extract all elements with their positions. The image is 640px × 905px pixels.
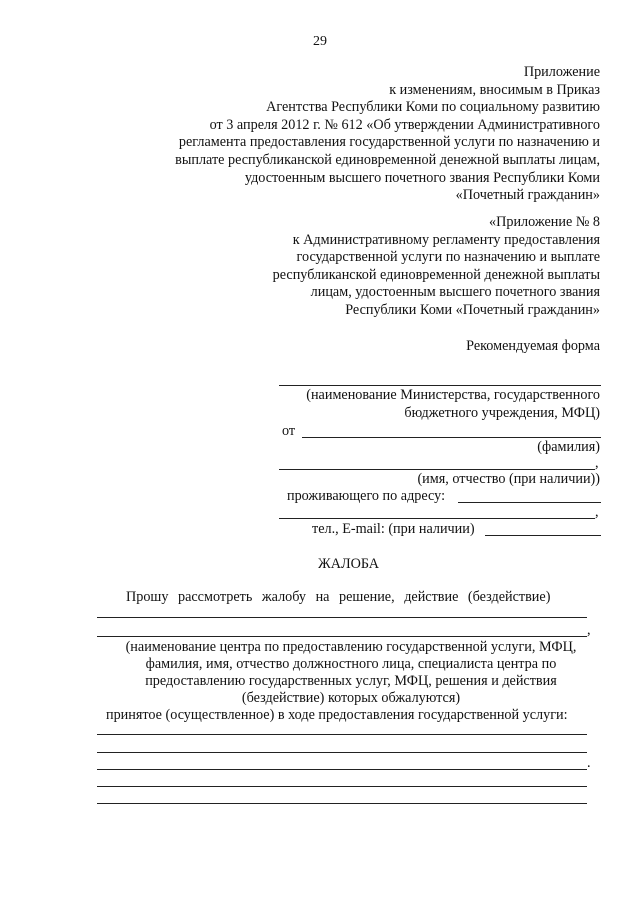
appendix-header-line: выплате республиканской единовременной денежной выплаты лицам, <box>175 151 600 168</box>
accepted-line: принятое (осуществленное) в ходе предоставления государственной услуги: <box>106 707 568 723</box>
appendix8-header <box>273 214 600 320</box>
address-line-2[interactable] <box>279 518 595 519</box>
name-caption: (имя, отчество (при наличии)) <box>417 471 600 487</box>
center-caption: фамилия, имя, отчество должностного лица, специалиста центра по <box>145 656 557 672</box>
appendix8-header-line: «Приложение № 8 <box>489 214 600 230</box>
appendix8-header-line: Республики Коми «Почетный гражданин» <box>345 301 600 318</box>
page-number: 29 <box>313 34 327 49</box>
phone-line[interactable] <box>485 535 601 536</box>
complaint-title: ЖАЛОБА <box>318 556 380 572</box>
comma: , <box>595 504 599 520</box>
appendix-header-line: регламента предоставления государственной услуги по назначению и <box>178 134 600 151</box>
answer-line[interactable] <box>97 786 587 787</box>
appendix-header-line: от 3 апреля 2012 г. № 612 «Об утверждении Административного <box>209 116 600 133</box>
complaint-line[interactable] <box>97 636 587 637</box>
surname-line[interactable] <box>302 437 601 438</box>
name-line[interactable] <box>279 469 595 470</box>
center-caption: (бездействие) которых обжалуются) <box>241 690 461 706</box>
answer-line[interactable] <box>97 734 587 735</box>
period: . <box>587 755 591 771</box>
appendix-header-line: Агентства Республики Коми по социальному развитию <box>266 99 600 116</box>
appendix-header <box>175 64 600 205</box>
ministry-name-line[interactable] <box>279 385 601 386</box>
appendix8-header-line: республиканской единовременной денежной выплаты <box>272 266 600 283</box>
complaint-line[interactable] <box>97 617 587 618</box>
recommended-form-label: Рекомендуемая форма <box>466 338 600 354</box>
appendix8-header-line: к Административному регламенту предоставления <box>292 231 600 248</box>
center-caption: предоставлению государственных услуг, МФЦ, решения и действия <box>145 673 557 689</box>
surname-caption: (фамилия) <box>537 439 600 455</box>
center-caption: (наименование центра по предоставлению государственной услуги, МФЦ, <box>125 639 577 655</box>
comma: , <box>595 455 599 471</box>
address-label: проживающего по адресу: <box>287 488 446 504</box>
from-label: от <box>282 423 296 439</box>
appendix8-header-line: лицам, удостоенным высшего почетного звания <box>310 284 600 301</box>
address-line[interactable] <box>458 502 601 503</box>
appendix-header-line: Приложение <box>523 64 600 80</box>
answer-line[interactable] <box>97 803 587 804</box>
ministry-caption: бюджетного учреждения, МФЦ) <box>404 405 600 421</box>
appendix8-header-line: государственной услуги по назначению и выплате <box>296 249 600 266</box>
answer-line[interactable] <box>97 752 587 753</box>
answer-line[interactable] <box>97 769 587 770</box>
appendix-header-line: к изменениям, вносимым в Приказ <box>389 81 600 98</box>
ministry-caption: (наименование Министерства, государственного <box>306 387 600 403</box>
appendix-header-line: «Почетный гражданин» <box>455 187 600 204</box>
complaint-request-line: Прошу рассмотреть жалобу на решение, действие (бездействие) <box>126 589 551 605</box>
phone-label: тел., E-mail: (при наличии) <box>312 521 475 537</box>
comma: , <box>587 622 591 638</box>
appendix-header-line: удостоенным высшего почетного звания Республики Коми <box>244 169 600 186</box>
